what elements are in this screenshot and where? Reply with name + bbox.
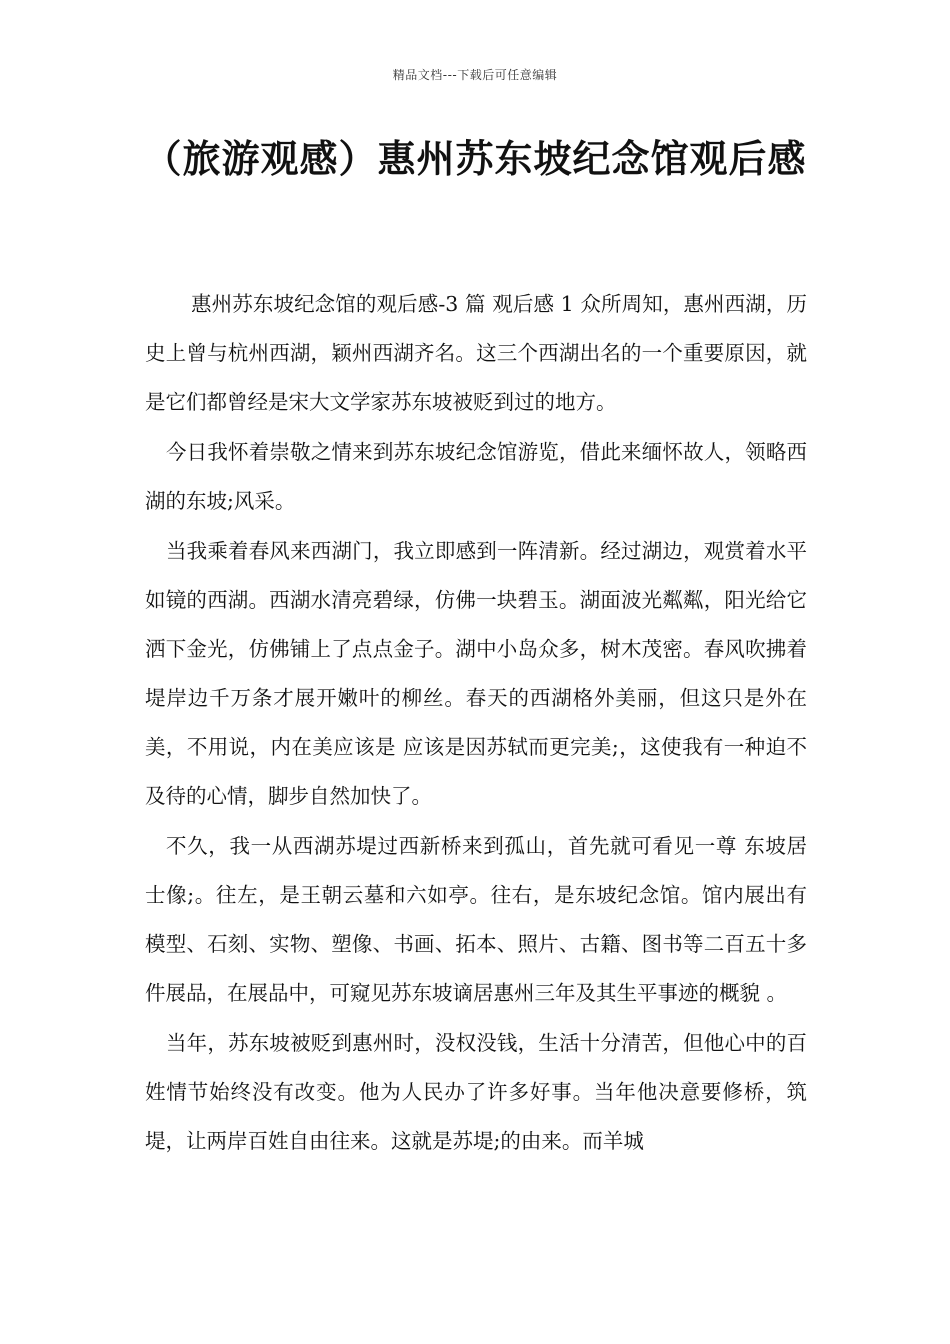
paragraph-1: 惠州苏东坡纪念馆的观后感-3 篇 观后感 1 众所周知，惠州西湖，历史上曾与杭州西湖，颖州西湖齐名。这三个西湖出名的一个重要原因，就是它们都曾经是宋大文学家苏东坡被贬到过的地方。	[145, 292, 807, 414]
page-header-note: 精品文档---下载后可任意编辑	[392, 68, 558, 82]
paragraph-2: 今日我怀着崇敬之情来到苏东坡纪念馆游览，借此来缅怀故人，领略西湖的东坡;风采。	[145, 440, 807, 513]
paragraph-5: 当年，苏东坡被贬到惠州时，没权没钱，生活十分清苦，但他心中的百姓情节始终没有改变。他为人民办了许多好事。当年他决意要修桥，筑堤，让两岸百姓自由往来。这就是苏堤;的由来。而羊城	[145, 1031, 807, 1153]
paragraph-3: 当我乘着春风来西湖门，我立即感到一阵清新。经过湖边，观赏着水平如镜的西湖。西湖水清亮碧绿，仿佛一块碧玉。湖面波光粼粼，阳光给它洒下金光，仿佛铺上了点点金子。湖中小岛众多，树木茂密。春风吹拂着堤岸边千万条才展开嫩叶的柳丝。春天的西湖格外美丽，但这只是外在美，不用说，内在美应该是 应该是因苏轼而更完美;，这使我有一种迫不及待的心情，脚步自然加快了。	[145, 539, 807, 808]
paragraph-4: 不久，我一从西湖苏堤过西新桥来到孤山，首先就可看见一尊 东坡居士像;。往左，是王朝云墓和六如亭。往右，是东坡纪念馆。馆内展出有模型、石刻、实物、塑像、书画、拓本、照片、古籍、图书等二百五十多件展品，在展品中，可窥见苏东坡谪居惠州三年及其生平事迹的概貌 。	[145, 834, 807, 1005]
document-title: （旅游观感）惠州苏东坡纪念馆观后感	[143, 137, 807, 181]
document-body	[145, 280, 807, 1167]
